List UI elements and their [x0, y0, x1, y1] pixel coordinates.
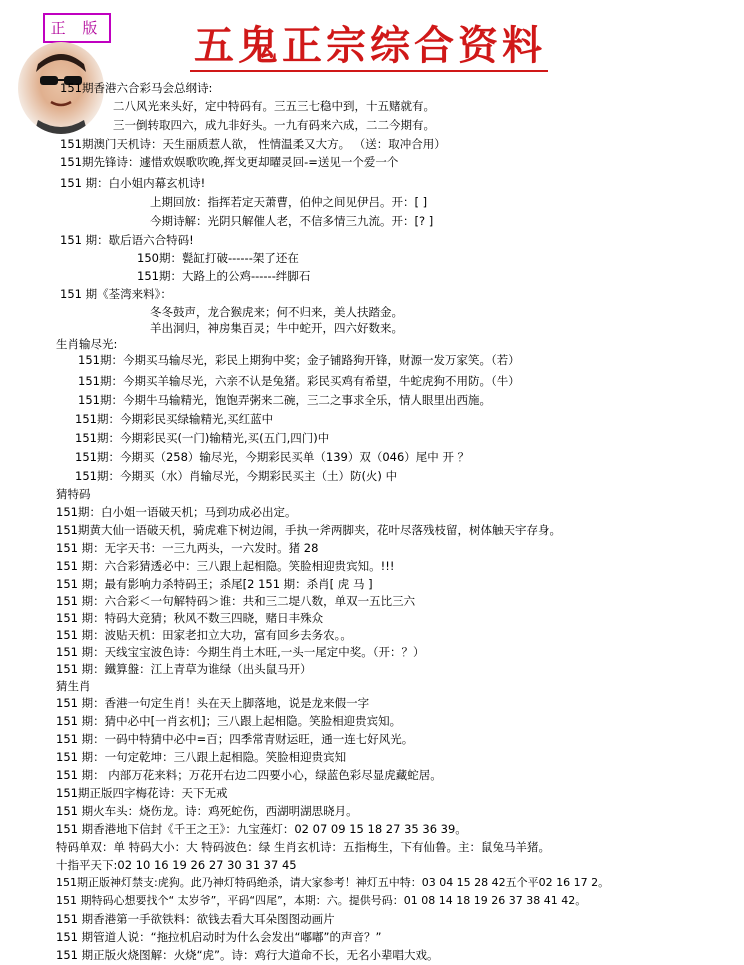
- text-line: 151 期管道人说：“拖拉机启动时为什么会发出“嘟嘟”的声音？”: [56, 930, 382, 944]
- text-line: 151 期；最有影响力杀特码王；杀尾[2 151 期：杀肖[ 虎 马 ]: [56, 577, 373, 591]
- text-line: 151期：今期买（水）肖输尽光，今期彩民买主（土）防(火) 中: [75, 469, 398, 483]
- text-line: 151 期特码心想要找个“ 太岁爷”，平码“四尾”，本期：六。提供号码：01 08 14 18 19 26 37 38 41 42。: [56, 894, 587, 907]
- text-line: 三一倒转取四六，成九非好头。一九有码来六成，二二今期有。: [113, 118, 435, 132]
- text-line: 151期正版神灯禁支:虎狗。此乃神灯特码绝杀，请大家参考！神灯五中特：03 04 15 28 42五个平02 16 17 2。: [56, 876, 610, 889]
- text-line: 151期先锋诗：遽惜欢娱歌吹晚,挥戈更却曜灵回-=送见一个爱一个: [60, 155, 399, 169]
- text-line: 151期：今期彩民买绿输精光,买红蓝中: [75, 412, 274, 426]
- text-line: 特码单双：单 特码大小：大 特码波色：绿 生肖玄机诗：五指梅生，下有仙鲁。主：鼠兔马羊猪。: [56, 840, 550, 854]
- text-line: 150期：甏缸打破------架了还在: [137, 251, 299, 265]
- text-line: 151 期：一码中特猜中必中=百；四季常青财运旺，通一连七好风光。: [56, 732, 414, 746]
- text-line: 151期：今期买羊输尽光，六亲不认是兔猪。彩民买鸡有希望，牛蛇虎狗不用防。（牛）: [78, 374, 520, 388]
- text-line: 151 期：歇后语六合特码!: [60, 233, 194, 247]
- text-line: 151期：今期牛马输精光，饱饱弄粥来二碗，三二之事求全乐，情人眼里出西施。: [78, 393, 491, 407]
- text-line: 151 期：一句定乾坤：三八跟上起相隐。笑脸相迎贵宾知: [56, 750, 347, 764]
- text-line: 151 期香港地下信封《千王之王》：九宝莲灯：02 07 09 15 18 27 35 36 39。: [56, 822, 467, 836]
- text-line: 151期：今期买（258）输尽光，今期彩民买单（139）双（046）尾中 开 ？: [75, 450, 470, 464]
- text-line: 151 期：香港一句定生肖！头在天上脚落地，说是龙来假一字: [56, 696, 370, 710]
- text-line: 151期：白小姐一语破天机；马到功成必出定。: [56, 505, 297, 519]
- page-title: 五鬼正宗综合资料: [194, 22, 546, 69]
- text-line: 151期澳门天机诗：天生丽质惹人欲， 性情温柔又大方。 （送：取冲合用）: [60, 137, 446, 151]
- text-line: 上期回放：指挥若定天萧曹，伯仲之间见伊吕。开：[ ]: [150, 195, 428, 209]
- text-line: 151 期：无字天书：一三九两头，一六发时。猪 28: [56, 541, 319, 555]
- text-line: 151 期《荃湾来料》：: [60, 287, 172, 301]
- text-line: 151 期：白小姐内幕玄机诗!: [60, 176, 206, 190]
- text-line: 151期香港六合彩马会总纲诗:: [60, 81, 213, 95]
- text-line: 十指平天下:02 10 16 19 26 27 30 31 37 45: [56, 858, 297, 872]
- text-line: 151 期：天线宝宝波色诗：今期生肖土木旺,一头一尾定中奖。（开：？）: [56, 645, 425, 659]
- text-line: 羊出洞归，神房集百灵；牛中蛇开，四六好数来。: [150, 321, 403, 335]
- section-heading: 生肖输尽光:: [56, 337, 118, 351]
- text-line: 151 期：特码大竞猜；秋风不数三四晓，赌日丰殊众: [56, 611, 324, 625]
- text-line: 151 期正版火烧图解：火烧“虎”。诗：鸡行大道命不长，无名小辈唱大戏。: [56, 948, 439, 962]
- text-line: 151期：今期彩民买(一门)输精光,买(五门,四门)中: [75, 431, 330, 445]
- text-line: 151 期：鐵算盤：江上青草为谁绿（出头鼠马开）: [56, 662, 312, 676]
- title-underline: [190, 70, 548, 72]
- text-line: 151 期：六合彩猜透必中：三八跟上起相隐。笑脸相迎贵宾知。!!!: [56, 559, 395, 573]
- section-heading: 猜生肖: [56, 679, 91, 693]
- text-line: 151 期： 内部万花来料；万花开右边二四要小心，绿蓝色彩尽显虎藏蛇居。: [56, 768, 442, 782]
- section-heading: 猜特码: [56, 487, 91, 501]
- text-line: 151期黄大仙一语破天机，骑虎难下树边闹，手执一斧两脚夹，花叶尽落残枝留，树体触天宇存身。: [56, 523, 561, 537]
- text-line: 151 期香港第一手欲铁料：欲钱去看大耳朵图图动画片: [56, 912, 335, 926]
- text-line: 151 期火车头：烧伤龙。诗：鸡死蛇伤，西湖明湖思晓月。: [56, 804, 358, 818]
- text-line: 今期诗解：光阴只解催人老，不信多情三九流。开：[? ]: [150, 214, 434, 228]
- text-line: 151期正版四字梅花诗：天下无戒: [56, 786, 228, 800]
- text-line: 151 期：波贴天机：田家老扣立大功，富有回乡去务农。。: [56, 628, 352, 642]
- authentic-badge: 正 版: [43, 13, 111, 43]
- text-line: 151期：大路上的公鸡------绊脚石: [137, 269, 311, 283]
- text-line: 151 期：六合彩＜一句解特码＞谁：共和三二堤八数，单双一五比三六: [56, 594, 416, 608]
- text-line: 冬冬鼓声，龙合猴虎来；何不归来，美人扶踏金。: [150, 305, 403, 319]
- text-line: 151 期：猜中必中[一肖玄机]；三八跟上起相隐。笑脸相迎贵宾知。: [56, 714, 402, 728]
- text-line: 二八风光来头好，定中特码有。三五三七稳中到，十五赌就有。: [113, 99, 435, 113]
- text-line: 151期：今期买马输尽光，彩民上期狗中奖；金子铺路狗开锋，财源一发万家笑。（若）: [78, 353, 520, 367]
